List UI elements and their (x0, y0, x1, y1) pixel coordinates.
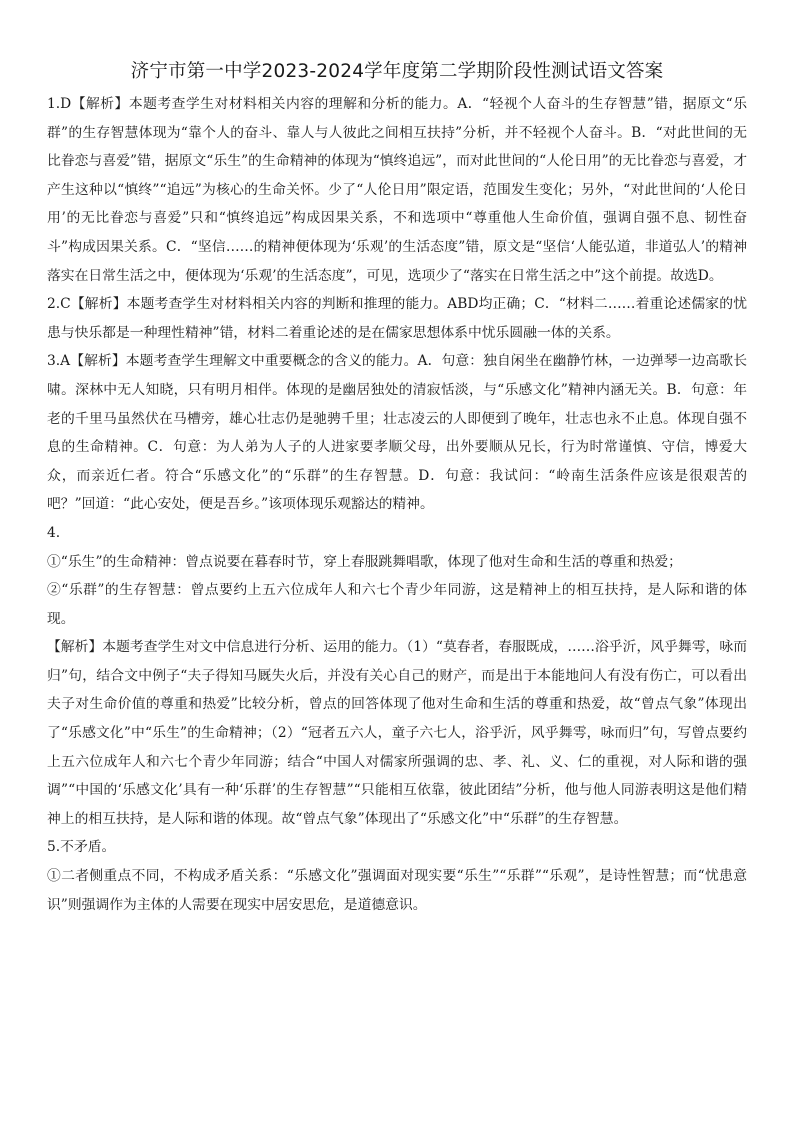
answer-1: 1.D【解析】本题考查学生对材料相关内容的理解和分析的能力。A．“轻视个人奋斗的生存智慧”错，据原文“乐群”的生存智慧体现为“靠个人的奋斗、靠人与人彼此之间相互扶持”分析，并不轻视个人奋斗。B．“对此世间的无比眷恋与喜爱”错，据原文“乐生”的生命精神的体现为“慎终追远”，而对此世间的“人伦日用”的无比眷恋与喜爱，才产生这种以“慎终”“追远”为核心的生命关怀。少了“人伦日用”限定语，范围发生变化；另外，“对此世间的‘人伦日用’的无比眷恋与喜爱”只和“慎终追远”构成因果关系，不和选项中“尊重他人生命价值，强调自强不息、韧性奋斗”构成因果关系。C．“坚信……的精神便体现为‘乐观’的生活态度”错，原文是“坚信‘人能弘道，非道弘人’的精神落实在日常生活之中，便体现为‘乐观’的生活态度”，可见，选项少了“落实在日常生活之中”这个前提。故选D。 (47, 96, 747, 284)
answer-2: 2.C【解析】本题考查学生对材料相关内容的判断和推理的能力。ABD均正确；C．“材料二……着重论述儒家的忧患与快乐都是一种理性精神”错，材料二着重论述的是在儒家思想体系中忧乐圆融一体的关系。 (47, 296, 747, 341)
answer-5-point-1: ①二者侧重点不同，不构成矛盾关系：“乐感文化”强调面对现实要“乐生”“乐群”“乐观”，是诗性智慧；而“忧患意识”则强调作为主体的人需要在现实中居安思危，是道德意识。 (47, 868, 747, 913)
document-title: 济宁市第一中学2023-2024学年度第二学期阶段性测试语文答案 (130, 61, 664, 82)
answer-3: 3.A【解析】本题考查学生理解文中重要概念的含义的能力。A．句意：独自闲坐在幽静竹林，一边弹琴一边高歌长啸。深林中无人知晓，只有明月相伴。体现的是幽居独处的清寂恬淡，与“乐感文化”精神内涵无关。B．句意：年老的千里马虽然伏在马槽旁，雄心壮志仍是驰骋千里；壮志凌云的人即便到了晚年，壮志也永不止息。体现自强不息的生命精神。C．句意：为人弟为人子的人进家要孝顺父母，出外要顺从兄长，行为时常谨慎、守信，博爱大众，而亲近仁者。符合“乐感文化”的“乐群”的生存智慧。D．句意：我试问：“岭南生活条件应该是很艰苦的吧？”回道：“此心安处，便是吾乡。”该项体现乐观豁达的精神。 (47, 353, 747, 513)
answer-4-number: 4. (47, 524, 61, 541)
answer-4-analysis: 【解析】本题考查学生对文中信息进行分析、运用的能力。（1）“莫春者，春服既成，……浴乎沂，风乎舞雩，咏而归”句，结合文中例子“夫子得知马厩失火后，并没有关心自己的财产，而是出于本能地问人有没有伤亡，可以看出夫子对生命价值的尊重和热爱”比较分析，曾点的回答体现了他对生命和生活的尊重和热爱，故“曾点气象”体现出了“乐感文化”中“乐生”的生命精神；（2）“冠者五六人，童子六七人，浴乎沂，风乎舞雩，咏而归”句，写曾点要约上五六位成年人和六七个青少年同游；结合“中国人对儒家所强调的忠、孝、礼、义、仁的重视，对人际和谐的强调”“中国的‘乐感文化’具有一种‘乐群’的生存智慧”“只能相互依靠，彼此团结”分析，他与他人同游表明这是他们精神上的相互扶持，是人际和谐的体现。故“曾点气象”体现出了“乐感文化”中“乐群”的生存智慧。 (47, 639, 747, 827)
answer-4-point-1: ①“乐生”的生命精神：曾点说要在暮春时节，穿上春服跳舞唱歌，体现了他对生命和生活的尊重和热爱； (47, 553, 682, 570)
answer-4-point-2: ②“乐群”的生存智慧：曾点要约上五六位成年人和六七个青少年同游，这是精神上的相互扶持，是人际和谐的体现。 (47, 582, 747, 627)
answer-5: 5.不矛盾。 (47, 839, 116, 856)
